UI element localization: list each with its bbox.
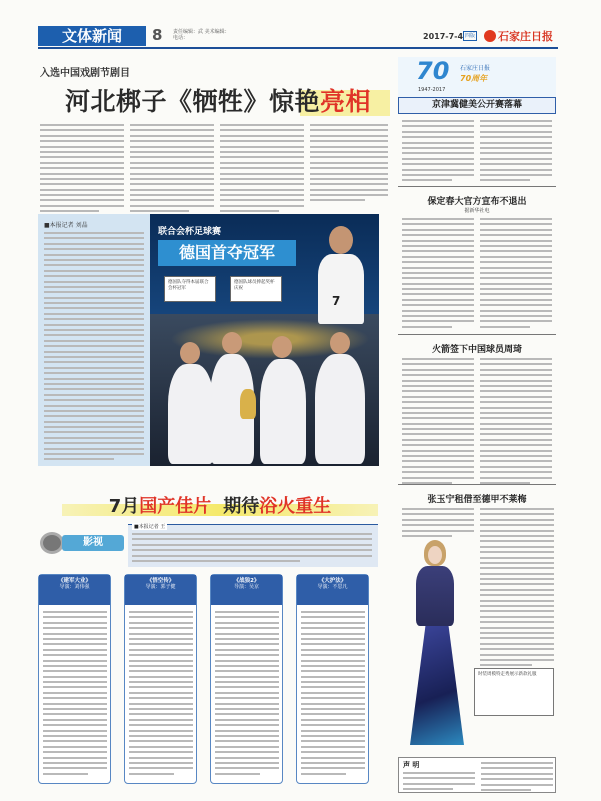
page-number: 8 [152, 26, 163, 44]
movie-card [124, 574, 197, 784]
divider [398, 484, 556, 485]
story1-col-1 [402, 120, 474, 185]
banner-part-b: 期待 [223, 496, 260, 517]
player-head [222, 332, 242, 354]
featured-player [318, 254, 364, 324]
film-lead-text [132, 533, 372, 565]
editor-line-1: 责任编辑：武 美术编辑： [173, 29, 230, 35]
anniversary-number: 70 [416, 57, 450, 85]
movie-info: 导演：吴京 [233, 584, 259, 590]
divider [398, 334, 556, 335]
banner-title [62, 492, 378, 518]
divider [398, 186, 556, 187]
lead-column-2 [130, 124, 214, 216]
anniversary-logo [398, 57, 556, 97]
film-reel-icon [40, 532, 64, 554]
editor-line-2: 电话： [173, 35, 189, 41]
editor-info [173, 29, 313, 41]
film-tag-label: 影视 [62, 535, 124, 551]
story2-title: 保定春大官方宣布不退出 [427, 197, 527, 207]
movie-info: 导演：刘伟强 [59, 584, 90, 590]
lead-column-3 [220, 124, 304, 216]
movie-card [38, 574, 111, 784]
anniversary-text: 70周年 [460, 74, 488, 83]
banner-part-a: 国产佳片 [139, 496, 212, 517]
trophy [240, 389, 256, 419]
sports-photo [150, 214, 379, 466]
story4-col-2 [480, 508, 554, 670]
story2-col-1 [402, 218, 474, 331]
player-figure [260, 359, 306, 464]
page-header [38, 25, 558, 49]
gown-skirt [410, 620, 464, 745]
movie-card-header [125, 575, 196, 605]
photo-note-1: 德国队夺得本届联合会杯冠军 [164, 276, 216, 302]
movie-info: 导演：不思凡 [317, 584, 348, 590]
notice-col-2 [481, 762, 553, 794]
story2-subtitle: 据新华社电 [464, 208, 490, 214]
model-face [428, 546, 442, 564]
movie-card-text [301, 611, 365, 778]
story1-col-2 [480, 120, 552, 185]
movie-card-header [39, 575, 110, 605]
lead-headline [65, 82, 395, 118]
lead-column-4 [310, 124, 388, 205]
movie-info: 导演：郭子健 [145, 584, 176, 590]
movie-card [210, 574, 283, 784]
photo-note-2: 德国队球员捧起奖杯庆祝 [230, 276, 282, 302]
section-title: 文体新闻 [38, 26, 146, 46]
film-banner [62, 492, 378, 516]
film-lead [128, 524, 378, 567]
story1-title: 京津冀健美公开赛落幕 [398, 97, 556, 114]
story3-col-1 [402, 358, 474, 487]
notice-col-1 [403, 772, 475, 794]
headline-main: 河北梆子《牺牲》惊艳 [65, 87, 321, 116]
featured-player-head [329, 226, 353, 254]
logo-icon [484, 30, 496, 42]
movie-title: 《建军大业》 [57, 578, 91, 584]
notice-title: 声 明 [403, 761, 420, 769]
player-head [330, 332, 350, 354]
sports-subtitle: 联合会杯足球赛 [158, 227, 222, 237]
movie-title: 《大护法》 [318, 578, 347, 584]
photo-caption: 时装周模特走秀展示新款礼服 [474, 668, 554, 716]
player-head [180, 342, 200, 364]
fashion-photo [410, 540, 466, 750]
movie-card-header [211, 575, 282, 605]
anniversary-years: 1947-2017 [418, 87, 446, 93]
player-figure [168, 364, 214, 464]
movie-card-text [43, 611, 107, 778]
issue-date: 2017-7-4 [423, 32, 464, 41]
sports-byline: ■本报记者 刘晶 [44, 222, 88, 229]
story4-title: 张玉宁租借至德甲不莱梅 [427, 495, 527, 505]
movie-card-header [297, 575, 368, 605]
notice-box [398, 757, 556, 793]
gown-bodice [416, 566, 454, 626]
story3-col-2 [480, 358, 552, 487]
player-head [272, 336, 292, 358]
movie-card [296, 574, 369, 784]
logo-text: 石家庄日报 [498, 30, 553, 43]
lead-kicker: 入选中国戏剧节剧目 [40, 68, 130, 79]
player-number: 7 [332, 294, 341, 308]
movie-title: 《战狼2》 [233, 578, 260, 584]
story3-title: 火箭签下中国球员周琦 [431, 345, 522, 355]
newspaper-logo [484, 28, 553, 44]
story4-col-1 [402, 508, 474, 540]
movie-card-text [129, 611, 193, 778]
page-badge: 四版 [464, 33, 475, 39]
anniversary-paper: 石家庄日报 [460, 65, 491, 72]
movie-card-text [215, 611, 279, 778]
banner-part-c: 浴火重生 [259, 496, 332, 517]
player-figure [315, 354, 365, 464]
film-tag [40, 530, 126, 556]
lead-column-1 [40, 124, 124, 216]
story2-col-2 [480, 218, 552, 331]
sports-body [44, 232, 144, 464]
headline-accent: 亮相 [320, 87, 372, 116]
movie-title: 《悟空传》 [146, 578, 175, 584]
banner-month: 7月 [108, 496, 140, 517]
sports-text-box [38, 214, 150, 466]
sports-title: 德国首夺冠军 [158, 240, 296, 266]
film-byline: ■本报记者 王 [134, 524, 166, 530]
